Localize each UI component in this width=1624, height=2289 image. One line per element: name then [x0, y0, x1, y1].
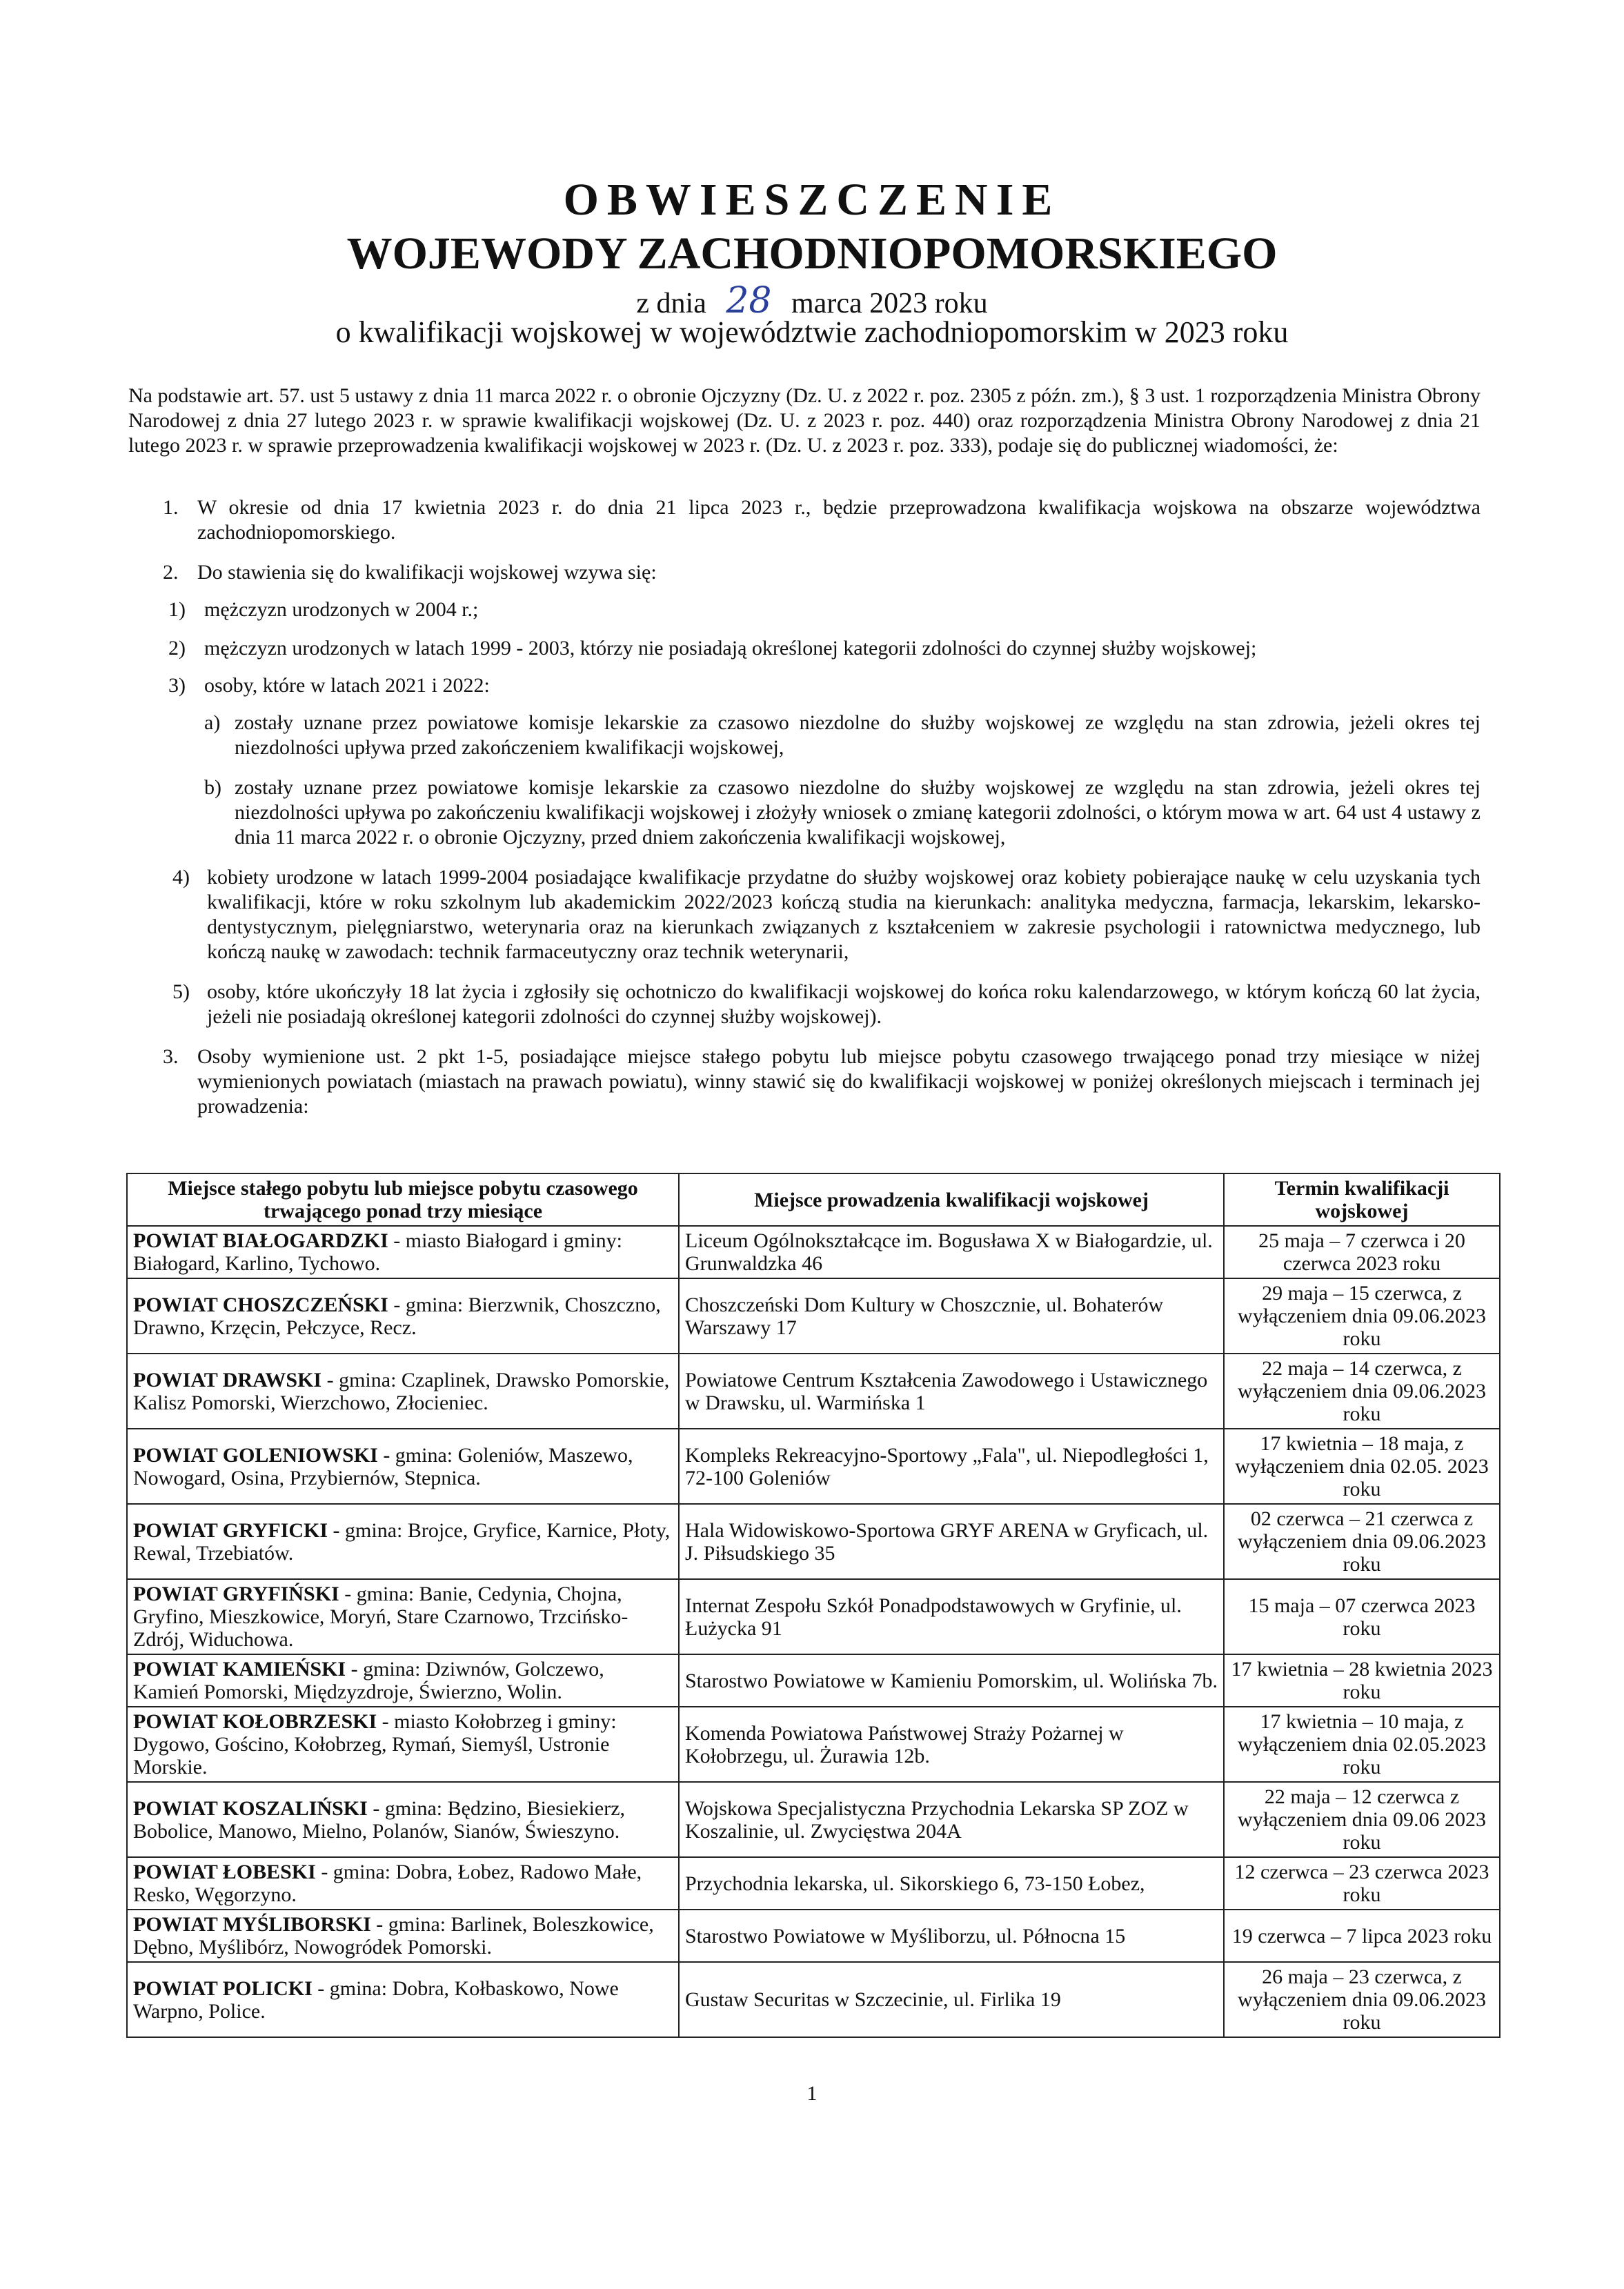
table-row	[127, 1579, 1500, 1654]
gminy-list: - gmina: Brojce, Gryfice, Karnice, Płoty, Rewal, Trzebiatów.	[133, 1518, 671, 1565]
date-prefix: z dnia	[636, 288, 706, 319]
term-cell: 26 maja – 23 czerwca, z wyłączeniem dnia 09.06.2023 roku	[1224, 1962, 1500, 2037]
document-subtitle: o kwalifikacji wojskowej w województwie zachodniopomorskim w 2023 roku	[335, 315, 1289, 349]
gminy-list: - gmina: Goleniów, Maszewo, Nowogard, Osina, Przybiernów, Stepnica.	[133, 1443, 633, 1489]
table-row	[127, 1857, 1500, 1910]
residence-cell	[127, 1782, 679, 1857]
residence-cell	[127, 1962, 679, 2037]
powiat-name: POWIAT GOLENIOWSKI	[133, 1443, 378, 1467]
residence-cell	[127, 1857, 679, 1910]
point-1-text: W okresie od dnia 17 kwietnia 2023 r. do dnia 21 lipca 2023 r., będzie przeprowadzona kwalifikacja wojskowa na obszarze województwa zachodniopomorskiego.	[197, 496, 1481, 544]
table-row	[127, 1910, 1500, 1962]
term-cell: 12 czerwca – 23 czerwca 2023 roku	[1224, 1857, 1500, 1910]
point-number: 2.	[163, 561, 179, 584]
location-cell: Przychodnia lekarska, ul. Sikorskiego 6, 73-150 Łobez,	[679, 1857, 1224, 1910]
residence-cell	[127, 1504, 679, 1579]
location-cell: Liceum Ogólnokształcące im. Bogusława X w Białogardzie, ul. Grunwaldzka 46	[679, 1226, 1224, 1278]
gminy-list: - gmina: Dobra, Kołbaskowo, Nowe Warpno, Police.	[133, 1976, 619, 2023]
residence-cell	[127, 1278, 679, 1354]
location-cell: Starostwo Powiatowe w Kamieniu Pomorskim, ul. Wolińska 7b.	[679, 1654, 1224, 1707]
gminy-list: - gmina: Barlinek, Boleszkowice, Dębno, Myślibórz, Nowogródek Pomorski.	[133, 1913, 654, 1959]
table-row	[127, 1654, 1500, 1707]
point-3-text: Osoby wymienione ust. 2 pkt 1-5, posiadające miejsce stałego pobytu lub miejsce pobytu czasowego trwającego ponad trzy miesiące w niżej wymienionych powiatach (miastach na prawach powiatu), winny stawić się do kwalifikacji wojskowej w poniżej określonych miejscach i terminach jej prowadzenia:	[197, 1045, 1481, 1118]
subpoint-number: 1)	[168, 598, 186, 621]
residence-cell	[127, 1354, 679, 1429]
table-row	[127, 1354, 1500, 1429]
letter-a-text: zostały uznane przez powiatowe komisje lekarskie za czasowo niezdolne do służby wojskowej ze względu na stan zdrowia, jeżeli okres tej niezdolności upływa przed zakończeniem kwalifikacji wojskowej,	[235, 711, 1481, 759]
residence-cell	[127, 1910, 679, 1962]
powiat-name: POWIAT ŁOBESKI	[133, 1861, 316, 1883]
handwritten-day: 28	[726, 280, 772, 321]
term-cell: 15 maja – 07 czerwca 2023 roku	[1224, 1579, 1500, 1654]
term-cell: 25 maja – 7 czerwca i 20 czerwca 2023 roku	[1224, 1226, 1500, 1278]
location-cell: Powiatowe Centrum Kształcenia Zawodowego i Ustawicznego w Drawsku, ul. Warmińska 1	[679, 1354, 1224, 1429]
powiat-name: POWIAT MYŚLIBORSKI	[133, 1913, 371, 1936]
point-2-text: Do stawienia się do kwalifikacji wojskowej wzywa się:	[197, 561, 657, 584]
residence-cell	[127, 1654, 679, 1707]
subpoint-4-text: kobiety urodzone w latach 1999-2004 posiadające kwalifikacje przydatne do służby wojskowej oraz kobiety pobierające naukę w celu uzyskania tych kwalifikacji, które w roku szkolnym lub akademickim 2022/2023 kończą studia na kierunkach: analityka medyczna, farmacja, lekarskim, lekarsko-dentystycznym, pielęgniarstwo, weterynaria oraz na kierunkach związanych z kształceniem w zakresie psychologii i ratownictwa medycznego, lub kończą naukę w zawodach: technik farmaceutyczny oraz technik weterynarii,	[207, 866, 1481, 963]
location-cell: Gustaw Securitas w Szczecinie, ul. Firlika 19	[679, 1962, 1224, 2037]
term-cell: 02 czerwca – 21 czerwca z wyłączeniem dnia 09.06.2023 roku	[1224, 1504, 1500, 1579]
column-header: Miejsce prowadzenia kwalifikacji wojskowej	[679, 1173, 1224, 1226]
issuer-title: WOJEWODY ZACHODNIOPOMORSKIEGO	[346, 228, 1278, 279]
letter-point: a)	[204, 711, 221, 734]
letter-b-text: zostały uznane przez powiatowe komisje lekarskie za czasowo niezdolne do służby wojskowej ze względu na stan zdrowia, jeżeli okres tej niezdolności upływa po zakończeniu kwalifikacji wojskowej i złożyły wniosek o zmianę kategorii zdolności, o którym mowa w art. 64 ust 4 ustawy z dnia 11 marca 2022 r. o obronie Ojczyzny, przed dniem zakończenia kwalifikacji wojskowej,	[235, 776, 1481, 849]
subpoint-5-text: osoby, które ukończyły 18 lat życia i zgłosiły się ochotniczo do kwalifikacji wojskowej do końca roku kalendarzowego, w którym kończą 60 lat życia, jeżeli nie posiadają określonej kategorii zdolności do czynnej służby wojskowej).	[207, 980, 1481, 1028]
powiat-name: POWIAT BIAŁOGARDZKI	[133, 1229, 388, 1252]
term-cell: 17 kwietnia – 10 maja, z wyłączeniem dnia 02.05.2023 roku	[1224, 1707, 1500, 1782]
gminy-list: - miasto Białogard i gminy: Białogard, Karlino, Tychowo.	[133, 1229, 622, 1275]
residence-cell	[127, 1226, 679, 1278]
gminy-list: - gmina: Bierzwnik, Choszczno, Drawno, Krzęcin, Pełczyce, Recz.	[133, 1293, 661, 1339]
table-row	[127, 1962, 1500, 2037]
location-cell: Hala Widowiskowo-Sportowa GRYF ARENA w Gryficach, ul. J. Piłsudskiego 35	[679, 1504, 1224, 1579]
subpoint-number: 5)	[172, 980, 190, 1003]
qualification-schedule-table	[126, 1173, 1501, 2038]
table-row	[127, 1278, 1500, 1354]
residence-cell	[127, 1579, 679, 1654]
residence-cell	[127, 1707, 679, 1782]
term-cell: 22 maja – 12 czerwca z wyłączeniem dnia 09.06 2023 roku	[1224, 1782, 1500, 1857]
powiat-name: POWIAT KAMIEŃSKI	[133, 1658, 346, 1681]
powiat-name: POWIAT GRYFICKI	[133, 1518, 328, 1542]
term-cell: 17 kwietnia – 28 kwietnia 2023 roku	[1224, 1654, 1500, 1707]
location-cell: Komenda Powiatowa Państwowej Straży Pożarnej w Kołobrzegu, ul. Żurawia 12b.	[679, 1707, 1224, 1782]
letter-point: b)	[204, 776, 221, 799]
powiat-name: POWIAT GRYFIŃSKI	[133, 1583, 339, 1605]
column-header: Termin kwalifikacji wojskowej	[1224, 1173, 1500, 1226]
powiat-name: POWIAT POLICKI	[133, 1976, 313, 2000]
document-title: OBWIESZCZENIE	[563, 175, 1061, 225]
subpoint-number: 4)	[172, 866, 190, 889]
table-row	[127, 1707, 1500, 1782]
powiat-name: POWIAT DRAWSKI	[133, 1368, 322, 1391]
term-cell: 29 maja – 15 czerwca, z wyłączeniem dnia 09.06.2023 roku	[1224, 1278, 1500, 1354]
table-row	[127, 1429, 1500, 1504]
powiat-name: POWIAT CHOSZCZEŃSKI	[133, 1293, 388, 1316]
table-row	[127, 1504, 1500, 1579]
table-header-row	[127, 1173, 1500, 1226]
gminy-list: - miasto Kołobrzeg i gminy: Dygowo, Gościno, Kołobrzeg, Rymań, Siemyśl, Ustronie Morskie.	[133, 1710, 617, 1778]
powiat-name: POWIAT KOSZALIŃSKI	[133, 1796, 368, 1820]
term-cell: 19 czerwca – 7 lipca 2023 roku	[1224, 1910, 1500, 1962]
gminy-list: - gmina: Dziwnów, Golczewo, Kamień Pomorski, Międzyzdroje, Świerzno, Wolin.	[133, 1658, 604, 1703]
residence-cell	[127, 1429, 679, 1504]
page-number: 1	[806, 2082, 818, 2105]
location-cell: Internat Zespołu Szkół Ponadpodstawowych w Gryfinie, ul. Łużycka 91	[679, 1579, 1224, 1654]
subpoint-1-text: mężczyzn urodzonych w 2004 r.;	[204, 598, 479, 621]
gminy-list: - gmina: Dobra, Łobez, Radowo Małe, Resko, Węgorzyno.	[133, 1861, 642, 1906]
subpoint-number: 2)	[168, 637, 186, 660]
legal-basis-paragraph: Na podstawie art. 57. ust 5 ustawy z dnia 11 marca 2022 r. o obronie Ojczyzny (Dz. U. z 2022 r. poz. 2305 z późn. zm.), § 3 ust. 1 rozporządzenia Ministra Obrony Narodowej z dnia 27 lutego 2023 r. w sprawie kwalifikacji wojskowej (Dz. U. z 2023 r. poz. 440) oraz rozporządzenia Ministra Obrony Narodowej z dnia 21 lutego 2023 r. w sprawie przeprowadzenia kwalifikacji wojskowej w 2023 r. (Dz. U. z 2023 r. poz. 333), podaje się do publicznej wiadomości, że:	[128, 384, 1481, 457]
location-cell: Choszczeński Dom Kultury w Choszcznie, ul. Bohaterów Warszawy 17	[679, 1278, 1224, 1354]
location-cell: Starostwo Powiatowe w Myśliborzu, ul. Północna 15	[679, 1910, 1224, 1962]
subpoint-2-text: mężczyzn urodzonych w latach 1999 - 2003, którzy nie posiadają określonej kategorii zdolności do czynnej służby wojskowej;	[204, 637, 1257, 660]
column-header: Miejsce stałego pobytu lub miejsce pobytu czasowego trwającego ponad trzy miesiące	[127, 1173, 679, 1226]
location-cell: Kompleks Rekreacyjno-Sportowy „Fala", ul. Niepodległości 1, 72-100 Goleniów	[679, 1429, 1224, 1504]
point-number: 1.	[163, 496, 179, 519]
table-row	[127, 1782, 1500, 1857]
point-number: 3.	[163, 1045, 179, 1068]
subpoint-number: 3)	[168, 674, 186, 697]
date-rest: marca 2023 roku	[791, 288, 988, 319]
gminy-list: - gmina: Czaplinek, Drawsko Pomorskie, Kalisz Pomorski, Wierzchowo, Złocieniec.	[133, 1368, 670, 1414]
table-row	[127, 1226, 1500, 1278]
term-cell: 17 kwietnia – 18 maja, z wyłączeniem dnia 02.05. 2023 roku	[1224, 1429, 1500, 1504]
gminy-list: - gmina: Będzino, Biesiekierz, Bobolice, Manowo, Mielno, Polanów, Sianów, Świeszyno.	[133, 1796, 626, 1843]
powiat-name: POWIAT KOŁOBRZESKI	[133, 1710, 377, 1733]
location-cell: Wojskowa Specjalistyczna Przychodnia Lekarska SP ZOZ w Koszalinie, ul. Zwycięstwa 204A	[679, 1782, 1224, 1857]
term-cell: 22 maja – 14 czerwca, z wyłączeniem dnia 09.06.2023 roku	[1224, 1354, 1500, 1429]
gminy-list: - gmina: Banie, Cedynia, Chojna, Gryfino, Mieszkowice, Moryń, Stare Czarnowo, Trzcińsko-Zdrój, Widuchowa.	[133, 1583, 628, 1651]
subpoint-3-text: osoby, które w latach 2021 i 2022:	[204, 674, 490, 697]
